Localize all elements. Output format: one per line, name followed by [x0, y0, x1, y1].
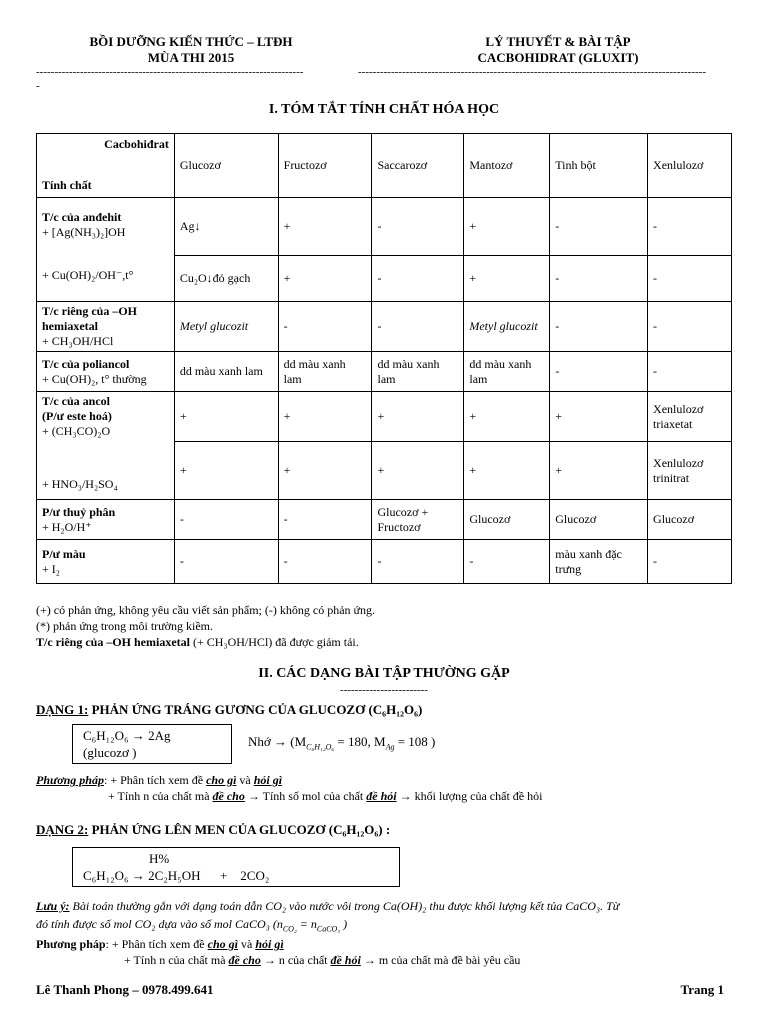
table-cell: - — [174, 500, 278, 540]
note-legend: (+) có phản ứng, không yêu cầu viết sản phẩm; (-) không có phản ứng. — [36, 603, 376, 617]
dang2-title: PHẢN ỨNG LÊN MEN CỦA GLUCOZƠ (C₆H₁₂O₆) : — [88, 822, 391, 837]
note-alkaline: (*) phản ứng trong môi trường kiềm. — [36, 619, 213, 633]
footer-page-number: Trang 1 — [680, 982, 724, 997]
dang1-equation: C₆H₁₂O₆ → 2Ag — [83, 728, 171, 743]
table-cell: - — [648, 352, 732, 392]
table-cell: màu xanh đặc trưng — [550, 540, 648, 584]
dang1-method-text: + Tính n của chất mà — [108, 789, 213, 803]
dang1-memo-sub: C₆H₁₂O₆ — [306, 742, 335, 752]
row-ancol-head — [37, 392, 175, 500]
table-cell: - — [550, 198, 648, 256]
table-row — [37, 500, 732, 540]
table-row — [37, 302, 732, 352]
row-ancol-subtitle: (P/ư este hoá) — [42, 409, 112, 423]
dang2-method-emph: đề cho — [228, 953, 261, 967]
dang2-note-label: Lưu ý: — [36, 899, 70, 913]
row-mau-title: P/ư màu — [42, 546, 86, 561]
dang2-note-text1: Bài toán thường gắn với dạng toán dẫn CO₂ vào nước vôi trong Ca(OH)₂ thu được khối lượng kết tủa CaCO₃. Từ — [69, 899, 620, 913]
table-cell: Metyl glucozit — [174, 302, 278, 352]
dang2-method-emph: cho gì — [207, 937, 238, 951]
dang1-title: PHẢN ỨNG TRÁNG GƯƠNG CỦA GLUCOZƠ (C₆H₁₂O₆) — [88, 702, 423, 717]
table-cell: - — [174, 540, 278, 584]
dang1-method-text: và — [236, 773, 254, 787]
table-cell: - — [550, 256, 648, 302]
dang2-method-text: → m của chất mà đề bài yêu cầu — [360, 953, 521, 967]
table-cell: - — [648, 540, 732, 584]
dang2-note-line1 — [36, 898, 619, 914]
dang1-method-emph: đề cho — [212, 789, 245, 803]
table-cell: Glucozơ — [648, 500, 732, 540]
dang1-memo-mid: = 180, M — [334, 734, 386, 749]
properties-table — [36, 133, 732, 584]
row-andehit-head — [37, 198, 175, 302]
dang1-memo-end: = 108 ) — [394, 734, 436, 749]
row-poliancol-title: T/c của poliancol — [42, 356, 130, 371]
row-thuy-phan-reagent: + H₂O/H⁺ — [42, 519, 92, 534]
dang2-equation: C₆H₁₂O₆ → 2C₂H₅OH + 2CO₂ — [83, 868, 270, 883]
dang2-label: DẠNG 2: — [36, 822, 89, 837]
row-andehit-title: T/c của anđehit — [42, 210, 122, 224]
table-cell: dd màu xanh lam — [174, 352, 278, 392]
table-cell: + — [278, 392, 372, 442]
table-cell: Metyl glucozit — [464, 302, 550, 352]
note-reduced-rest: (+ CH₃OH/HCl) đã được giảm tải. — [189, 635, 359, 649]
corner-bottom: Tính chất — [42, 178, 92, 192]
table-cell: + — [550, 442, 648, 500]
table-cell: Xenlulozơ triaxetat — [648, 392, 732, 442]
table-cell: + — [174, 442, 278, 500]
table-cell: + — [278, 198, 372, 256]
table-cell: - — [278, 540, 372, 584]
section1-title: I. TÓM TẮT TÍNH CHẤT HÓA HỌC — [268, 102, 500, 117]
table-cell: - — [372, 256, 464, 302]
table-row — [37, 198, 732, 256]
dang1-method-text: → Tính số mol của chất — [244, 789, 367, 803]
dang1-memo — [248, 734, 435, 750]
table-cell: dd màu xanh lam — [278, 352, 372, 392]
table-cell: - — [550, 352, 648, 392]
dang1-equation-label: (glucozơ ) — [83, 745, 137, 760]
row-ancol-title: T/c của ancol — [42, 394, 110, 408]
row-poliancol-reagent: + Cu(OH)₂, t° thường — [42, 371, 147, 386]
dang2-note-end: ) — [340, 917, 348, 931]
table-cell: - — [550, 302, 648, 352]
header-divider-left: ------------------------------------------------------------------------- — [36, 66, 304, 78]
table-cell: + — [174, 392, 278, 442]
table-cell: - — [648, 302, 732, 352]
header-divider-extra: - — [36, 80, 40, 92]
table-cell: - — [464, 540, 550, 584]
table-cell: + — [464, 256, 550, 302]
row-thuy-phan-title: P/ư thuỷ phân — [42, 504, 116, 519]
table-notes — [36, 602, 375, 650]
table-cell: - — [648, 198, 732, 256]
dang1-label: DẠNG 1: — [36, 702, 89, 717]
dang2-note-sub: CO₂ — [282, 924, 297, 934]
row-hemiaxetal-reagent: + CH₃OH/HCl — [42, 334, 114, 348]
dang2-method-line1 — [36, 936, 284, 952]
header-left-line1: BỒI DƯỠNG KIẾN THỨC – LTĐH — [89, 34, 293, 49]
dang2-heading — [36, 822, 390, 838]
row-hemiaxetal-head — [37, 302, 175, 352]
section2-divider: ------------------------ — [340, 684, 428, 696]
col-tinh-bot: Tinh bột — [550, 134, 648, 198]
dang1-method-text: : + Phân tích xem đề — [103, 773, 207, 787]
dang1-method-emph: hỏi gì — [253, 773, 283, 787]
dang2-method-text: → n của chất — [260, 953, 331, 967]
table-cell: - — [278, 500, 372, 540]
table-cell: - — [648, 256, 732, 302]
row-hemiaxetal-title: T/c riêng của –OH hemiaxetal — [42, 304, 137, 333]
note-reduced-bold: T/c riêng của –OH hemiaxetal — [36, 635, 190, 649]
dang2-method-text: + Tính n của chất mà — [124, 953, 229, 967]
table-cell: dd màu xanh lam — [372, 352, 464, 392]
row-mau-reagent: + I₂ — [42, 561, 60, 576]
dang2-method-text: : + Phân tích xem đề — [105, 937, 208, 951]
table-cell: + — [278, 442, 372, 500]
dang1-method-label: Phương pháp — [36, 773, 104, 787]
row-mau-head — [37, 540, 175, 584]
dang2-condition: H% — [149, 851, 170, 866]
header-right-line1: LÝ THUYẾT & BÀI TẬP — [485, 34, 631, 49]
table-cell: - — [372, 198, 464, 256]
table-cell: dd màu xanh lam — [464, 352, 550, 392]
table-header-row — [37, 134, 732, 198]
table-cell: Cu₂O↓đỏ gạch — [174, 256, 278, 302]
dang2-method-line2 — [124, 952, 520, 968]
header-right-line2: CACBOHIDRAT (GLUXIT) — [477, 50, 639, 65]
table-row — [37, 352, 732, 392]
footer-author: Lê Thanh Phong – 0978.499.641 — [36, 982, 214, 997]
dang2-method-emph: hỏi gì — [255, 937, 284, 951]
note-reduced — [36, 634, 375, 650]
table-cell: Glucozơ — [464, 500, 550, 540]
header-right — [378, 34, 738, 66]
col-fructozo: Fructozơ — [278, 134, 372, 198]
dang2-equation-box — [72, 847, 400, 887]
dang2-note-mid: = n — [296, 917, 317, 931]
table-cell: Glucozơ + Fructozơ — [372, 500, 464, 540]
dang2-method-emph: đề hỏi — [330, 953, 361, 967]
row-ancol-reagent1: + (CH₃CO)₂O — [42, 424, 111, 438]
table-cell: + — [464, 198, 550, 256]
table-cell: + — [464, 442, 550, 500]
table-cell: - — [278, 302, 372, 352]
table-cell: + — [278, 256, 372, 302]
section2-title: II. CÁC DẠNG BÀI TẬP THƯỜNG GẶP — [258, 666, 510, 681]
row-poliancol-head — [37, 352, 175, 392]
table-cell: + — [464, 392, 550, 442]
row-ancol-reagent2: + HNO₃/H₂SO₄ — [42, 477, 118, 491]
table-cell: Glucozơ — [550, 500, 648, 540]
table-row — [37, 392, 732, 442]
table-cell: + — [550, 392, 648, 442]
table-cell: - — [372, 540, 464, 584]
header-divider-right: ----------------------------------------------------------------------------------------------- — [358, 66, 706, 78]
dang1-method-emph: cho gì — [206, 773, 237, 787]
dang1-method-line2 — [108, 788, 542, 804]
table-cell: + — [372, 392, 464, 442]
table-cell: Ag↓ — [174, 198, 278, 256]
table-row — [37, 540, 732, 584]
dang2-note-sub2: CaCO₃ — [316, 924, 341, 934]
table-cell: - — [372, 302, 464, 352]
col-mantozo: Mantozơ — [464, 134, 550, 198]
dang1-method-line1 — [36, 772, 282, 788]
row-andehit-reagent1: + [Ag(NH₃)₂]OH — [42, 225, 126, 239]
dang1-heading — [36, 702, 422, 718]
row-thuy-phan-head — [37, 500, 175, 540]
dang2-method-text: và — [237, 937, 256, 951]
header-left — [36, 34, 346, 66]
table-cell: Xenlulozơ trinitrat — [648, 442, 732, 500]
row-andehit-reagent2: + Cu(OH)₂/OH⁻,t° — [42, 268, 134, 282]
dang1-memo-sub2: Ag — [385, 742, 395, 752]
dang1-memo-start: Nhớ → (M — [248, 734, 307, 749]
header-left-line2: MÙA THI 2015 — [147, 50, 235, 65]
corner-top: Cacbohiđrat — [104, 137, 169, 151]
corner-cell — [37, 134, 175, 198]
table-cell: + — [372, 442, 464, 500]
col-glucozo: Glucozơ — [174, 134, 278, 198]
dang1-method-text: → khối lượng của chất đề hỏi — [396, 789, 543, 803]
col-xenlulozo: Xenlulozơ — [648, 134, 732, 198]
dang1-method-emph: đề hỏi — [366, 789, 397, 803]
col-saccarozo: Saccarozơ — [372, 134, 464, 198]
dang2-note-text2: đó tính được số mol CO₂ dựa vào số mol CaCO₃ (n — [36, 917, 283, 931]
dang1-equation-box — [72, 724, 232, 764]
dang2-method-label: Phương pháp — [36, 937, 106, 951]
dang2-note-line2 — [36, 916, 347, 932]
